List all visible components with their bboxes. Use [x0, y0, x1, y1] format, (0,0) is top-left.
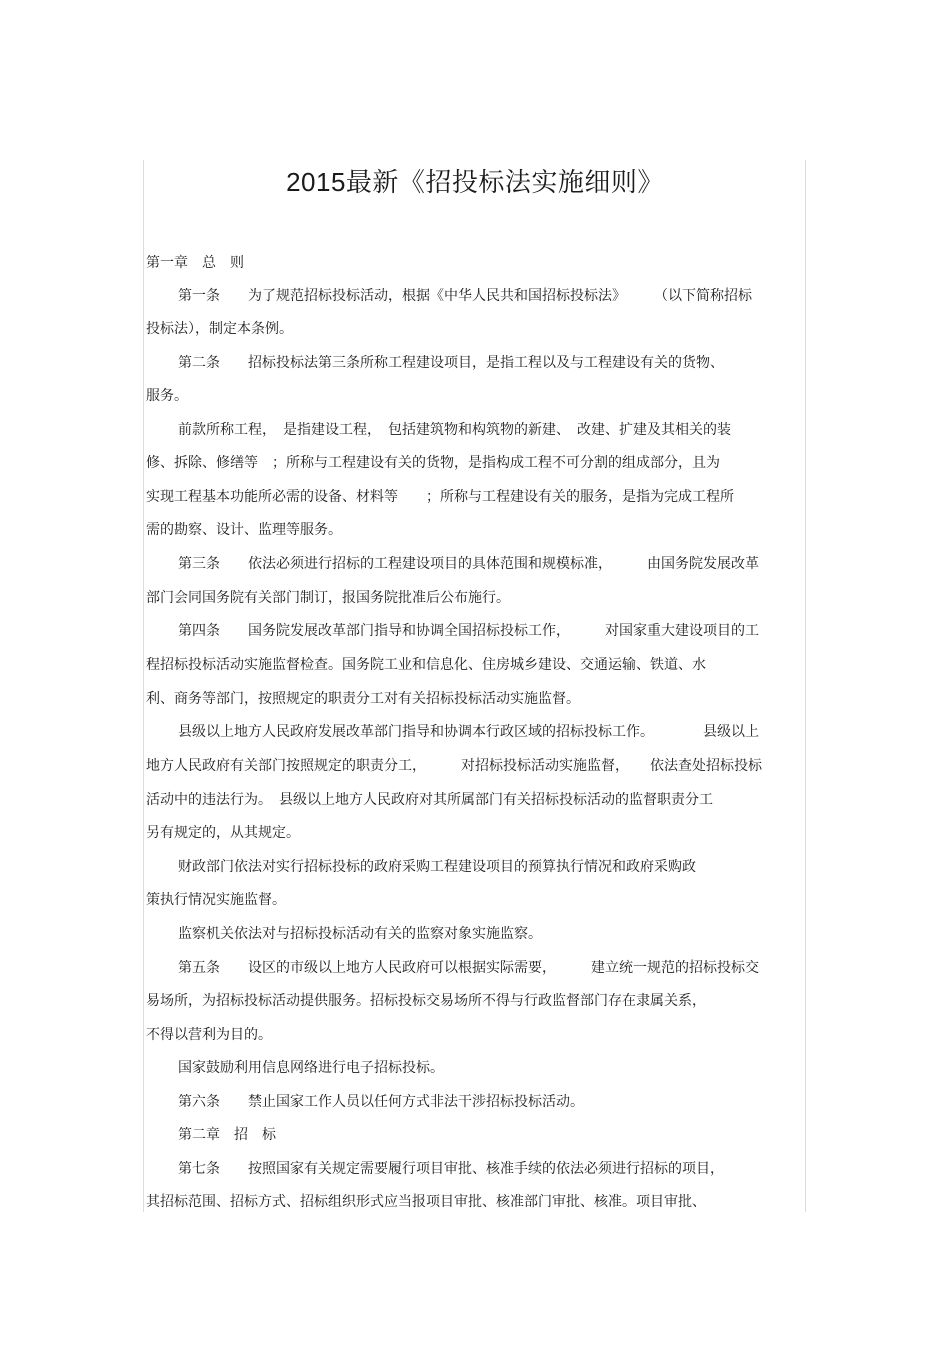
article-5-line-2: 易场所，为招标投标活动提供服务。招标投标交易场所不得与行政监督部门存在隶属关系， [146, 993, 706, 1009]
article-1-line-2: 投标法），制定本条例。 [146, 321, 293, 337]
county-paragraph-line-3: 活动中的违法行为。 县级以上地方人民政府对其所属部门有关招标投标活动的监督职责分工 [146, 792, 713, 808]
article-7-line-2: 其招标范围、招标方式、招标组织形式应当报项目审批、核准部门审批、核准。项目审批、 [146, 1194, 706, 1210]
article-4-line-3: 利、商务等部门，按照规定的职责分工对有关招标投标活动实施监督。 [146, 691, 580, 707]
article-5-line-3: 不得以营利为目的。 [146, 1027, 272, 1043]
finance-paragraph-line-1: 财政部门依法对实行招标投标的政府采购工程建设项目的预算执行情况和政府采购政 [178, 859, 696, 875]
article-3-line-2: 部门会同国务院有关部门制订，报国务院批准后公布施行。 [146, 590, 510, 606]
paragraph-definition-line-4: 需的勘察、设计、监理等服务。 [146, 522, 342, 538]
article-6-line-1: 第六条 禁止国家工作人员以任何方式非法干涉招标投标活动。 [178, 1094, 584, 1110]
chapter-1-heading: 第一章 总 则 [146, 255, 244, 271]
article-3-line-1: 第三条 依法必须进行招标的工程建设项目的具体范围和规模标准， 由国务院发展改革 [178, 556, 759, 572]
county-paragraph-line-2: 地方人民政府有关部门按照规定的职责分工， 对招标投标活动实施监督， 依法查处招标投标 [146, 758, 762, 774]
finance-paragraph-line-2: 策执行情况实施监督。 [146, 892, 286, 908]
right-margin-rule [805, 160, 806, 1212]
article-2-line-2: 服务。 [146, 388, 188, 404]
left-margin-rule [143, 160, 144, 1212]
chapter-2-heading: 第二章 招 标 [178, 1127, 276, 1143]
county-paragraph-line-4: 另有规定的，从其规定。 [146, 825, 300, 841]
paragraph-definition-line-2: 修、拆除、修缮等 ；所称与工程建设有关的货物，是指构成工程不可分割的组成部分，且为 [146, 455, 720, 471]
document-title: 2015最新《招投标法实施细则》 [286, 167, 664, 197]
article-4-line-1: 第四条 国务院发展改革部门指导和协调全国招标投标工作， 对国家重大建设项目的工 [178, 623, 759, 639]
electronic-bidding-paragraph: 国家鼓励利用信息网络进行电子招标投标。 [178, 1060, 444, 1076]
article-7-line-1: 第七条 按照国家有关规定需要履行项目审批、核准手续的依法必须进行招标的项目， [178, 1161, 724, 1177]
paragraph-definition-line-1: 前款所称工程， 是指建设工程， 包括建筑物和构筑物的新建、 改建、扩建及其相关的装 [178, 422, 731, 438]
county-paragraph-line-1: 县级以上地方人民政府发展改革部门指导和协调本行政区域的招标投标工作。 县级以上 [178, 724, 759, 740]
article-1-line-1: 第一条 为了规范招标投标活动，根据《中华人民共和国招标投标法》 （以下简称招标 [178, 288, 752, 304]
article-2-line-1: 第二条 招标投标法第三条所称工程建设项目，是指工程以及与工程建设有关的货物、 [178, 355, 724, 371]
article-5-line-1: 第五条 设区的市级以上地方人民政府可以根据实际需要， 建立统一规范的招标投标交 [178, 960, 759, 976]
paragraph-definition-line-3: 实现工程基本功能所必需的设备、材料等 ；所称与工程建设有关的服务，是指为完成工程所 [146, 489, 734, 505]
supervision-paragraph: 监察机关依法对与招标投标活动有关的监察对象实施监察。 [178, 926, 542, 942]
article-4-line-2: 程招标投标活动实施监督检查。国务院工业和信息化、住房城乡建设、交通运输、铁道、水 [146, 657, 706, 673]
